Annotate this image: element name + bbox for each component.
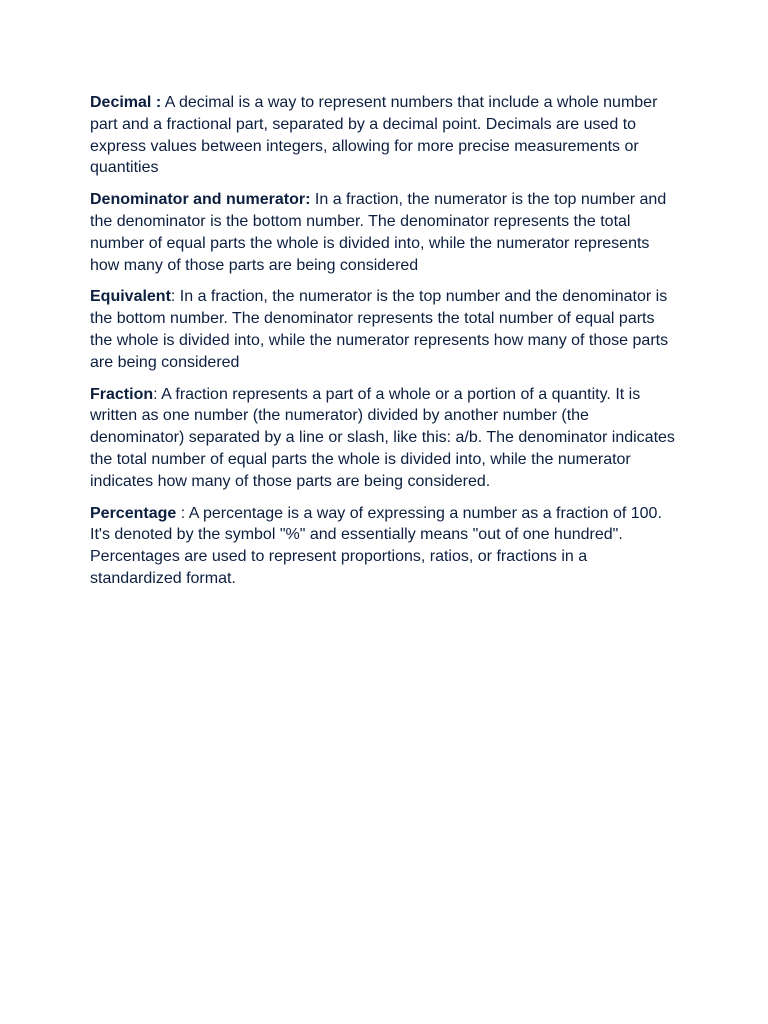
glossary-entry-denominator-and-numerator xyxy=(90,189,680,276)
glossary-entry-percentage xyxy=(90,503,680,590)
glossary-definition: In a fraction, the numerator is the top number and the denominator is the bottom number. The denominator represents the total number of equal parts the whole is divided into, while the numerator represents how many of those parts are being considered xyxy=(90,191,667,274)
glossary-definition: A decimal is a way to represent numbers that include a whole number part and a fractional part, separated by a decimal point. Decimals are used to express values between integers, allowing for more precise measurements or quantities xyxy=(90,94,658,177)
glossary-entry-decimal xyxy=(90,92,680,179)
glossary-definition: : A percentage is a way of expressing a number as a fraction of 100. It's denoted by the symbol "%" and essentially means "out of one hundred". Percentages are used to represent proportions, ratios, or fractions in a standardized format. xyxy=(90,504,662,587)
glossary-definition: : A fraction represents a part of a whole or a portion of a quantity. It is written as one number (the numerator) divided by another number (the denominator) separated by a line or slash, like this: a/b. The denominator indicates the total number of equal parts the whole is divided into, while the numerator indicates how many of those parts are being considered. xyxy=(90,385,675,490)
glossary-body xyxy=(90,92,680,600)
glossary-term: Fraction xyxy=(90,385,154,403)
glossary-term: Decimal : xyxy=(90,94,162,111)
glossary-entry-equivalent xyxy=(90,286,680,373)
glossary-entry-fraction xyxy=(90,384,680,493)
glossary-definition: : In a fraction, the numerator is the top number and the denominator is the bottom number. The denominator represents the total number of equal parts the whole is divided into, while the numerator represents how many of those parts are being considered xyxy=(90,288,669,371)
glossary-term: Equivalent xyxy=(90,288,171,306)
glossary-term: Percentage xyxy=(90,504,177,522)
glossary-term: Denominator and numerator: xyxy=(90,191,311,209)
